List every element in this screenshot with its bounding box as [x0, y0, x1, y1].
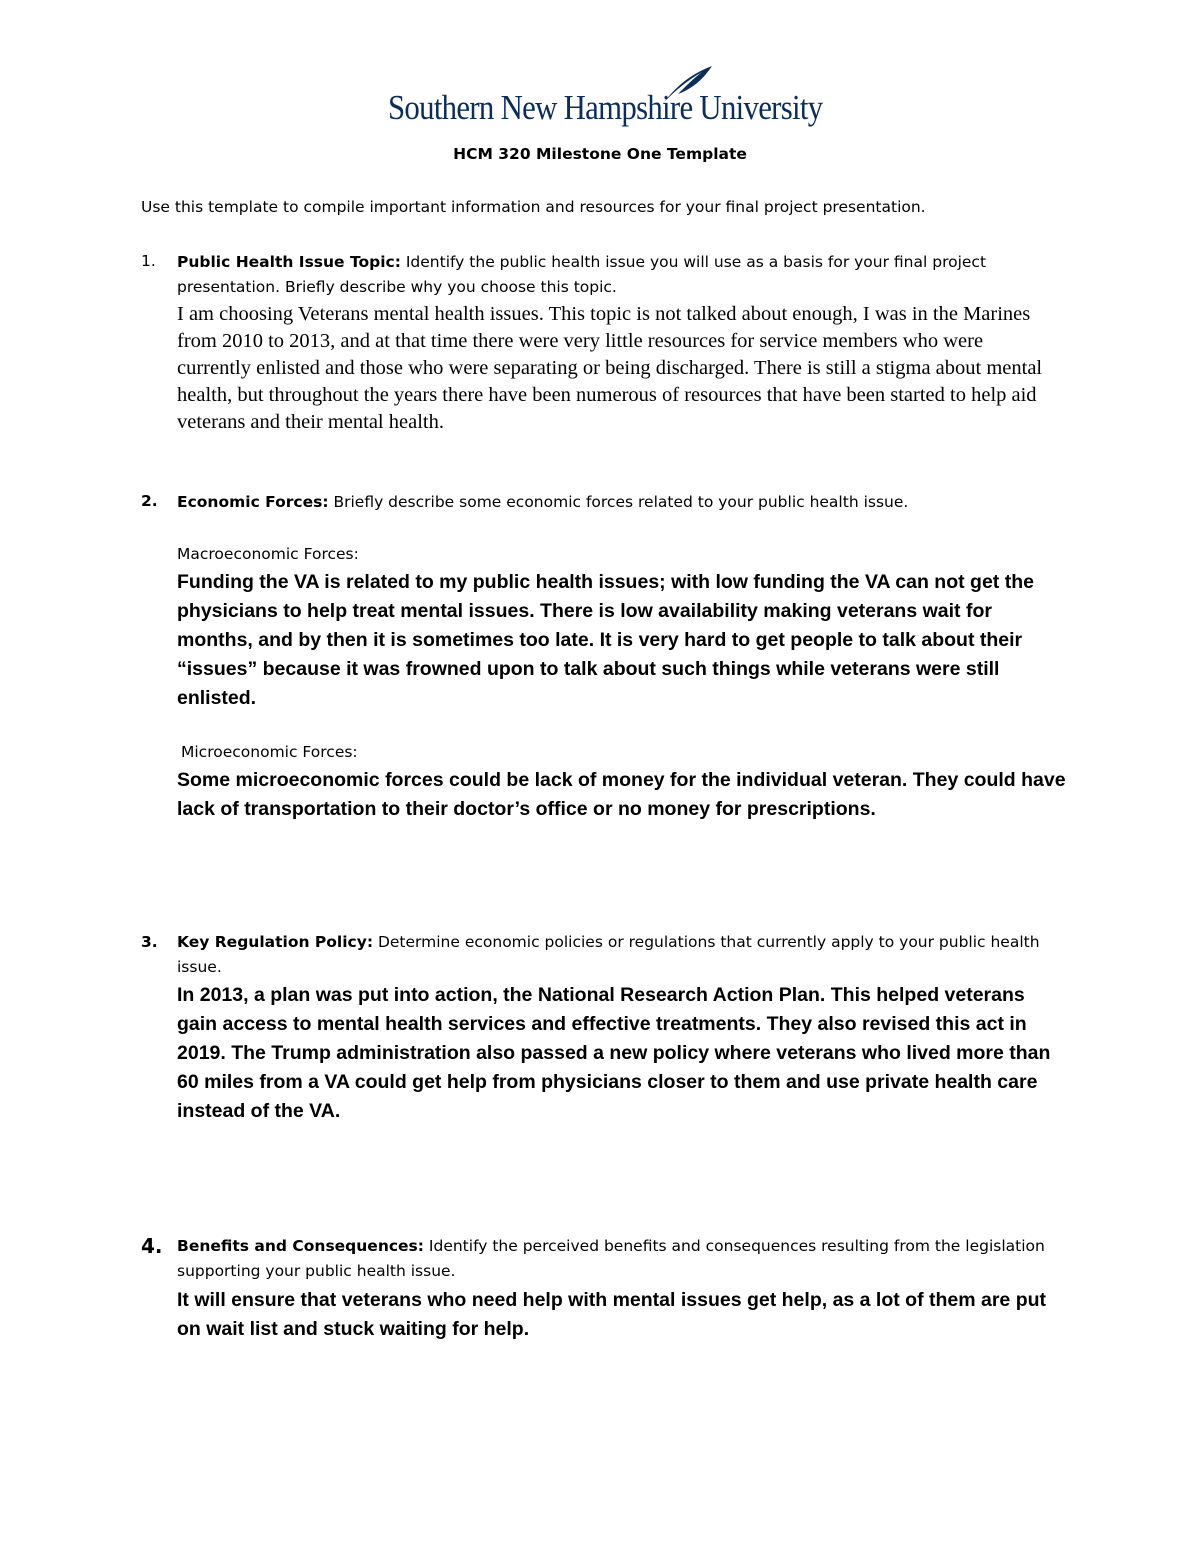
- item-prompt: [177, 930, 1077, 980]
- item-number: 2.: [141, 492, 158, 510]
- micro-answer: Some microeconomic forces could be lack of money for the individual veteran. They could have lack of transportation to their doctor’s office or no money for prescriptions.: [177, 769, 1066, 820]
- item-prompt-text: Briefly describe some economic forces related to your public health issue.: [328, 493, 909, 511]
- item-label: Economic Forces:: [177, 493, 329, 511]
- page-title: HCM 320 Milestone One Template: [453, 145, 747, 163]
- item-number: 1.: [141, 252, 156, 270]
- item-label: Public Health Issue Topic:: [177, 253, 401, 271]
- item-prompt-text: Determine economic policies or regulations that currently apply to your public health issue.: [177, 933, 1040, 976]
- item-prompt-text: Identify the perceived benefits and consequences resulting from the legislation supporting your public health issue.: [177, 1237, 1045, 1280]
- item-answer: It will ensure that veterans who need help with mental issues get help, as a lot of them are put on wait list and stuck waiting for help.: [177, 1289, 1047, 1340]
- macro-answer: Funding the VA is related to my public health issues; with low funding the VA can not get the physicians to help treat mental issues. There is low availability making veterans wait for months, and by then it is sometimes too late. It is very hard to get people to talk about their “issues” because it was frowned upon to talk about such things while veterans were still enlisted.: [177, 571, 1034, 709]
- item-number: 4.: [141, 1234, 163, 1258]
- item-prompt: [177, 490, 1077, 515]
- logo-text: Southern New Hampshire University: [388, 88, 823, 127]
- item-answer: I am choosing Veterans mental health issues. This topic is not talked about enough, I was in the Marines from 2010 to 2013, and at that time there were very little resources for service members who were currently enlisted and those who were separating or being discharged. There is still a stigma about mental health, but throughout the years there have been numerous of resources that have been started to help aid veterans and their mental health.: [177, 303, 1043, 433]
- item-number: 3.: [141, 933, 158, 951]
- item-prompt: [177, 1234, 1077, 1284]
- item-answer: In 2013, a plan was put into action, the National Research Action Plan. This helped veterans gain access to mental health services and effective treatments. They also revised this act in 2019. The Trump administration also passed a new policy where veterans who lived more than 60 miles from a VA could get help from physicians closer to them and use private health care instead of the VA.: [177, 984, 1051, 1122]
- item-prompt-text: Identify the public health issue you will use as a basis for your final project presentation. Briefly describe why you choose this topic.: [177, 253, 987, 296]
- intro-text: Use this template to compile important information and resources for your final project presentation.: [141, 198, 926, 216]
- macro-label: Macroeconomic Forces:: [177, 545, 359, 563]
- university-logo: [388, 64, 823, 134]
- item-label: Key Regulation Policy:: [177, 933, 374, 951]
- item-label: Benefits and Consequences:: [177, 1237, 424, 1255]
- item-prompt: [177, 250, 1077, 300]
- micro-label: Microeconomic Forces:: [181, 743, 358, 761]
